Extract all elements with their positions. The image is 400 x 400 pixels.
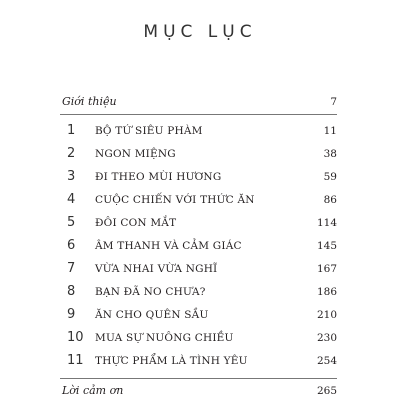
chapter-page-number: 38 (323, 148, 337, 160)
chapter-page-number: 210 (316, 309, 337, 321)
chapter-page-number: 114 (316, 217, 337, 229)
chapter-number: 4 (67, 192, 76, 207)
toc-chapter-row[interactable] (60, 119, 337, 142)
chapter-title: BẠN ĐÃ NO CHƯA? (95, 286, 206, 298)
chapter-number: 10 (67, 330, 84, 345)
page-title: MỤC LỤC (143, 22, 257, 42)
toc-chapter-row[interactable] (60, 234, 337, 257)
chapter-page-number: 230 (316, 332, 337, 344)
toc-acknowledgements-label: Lời cảm ơn (62, 384, 124, 397)
toc-acknowledgements-page: 265 (316, 385, 337, 397)
chapter-page-number: 167 (316, 263, 337, 275)
toc-intro-page: 7 (330, 96, 337, 108)
chapter-page-number: 86 (323, 194, 337, 206)
chapter-title: BỘ TỨ SIÊU PHÀM (95, 125, 203, 137)
chapter-number: 7 (67, 261, 76, 276)
toc-intro-row[interactable] (60, 90, 337, 114)
table-of-contents (60, 90, 337, 400)
chapter-number: 9 (67, 307, 76, 322)
chapter-page-number: 11 (323, 125, 337, 137)
chapter-number: 8 (67, 284, 76, 299)
toc-chapter-row[interactable] (60, 211, 337, 234)
chapter-page-number: 254 (316, 355, 337, 367)
chapter-page-number: 145 (316, 240, 337, 252)
chapter-title: VỪA NHAI VỪA NGHĨ (95, 263, 218, 275)
chapter-title: NGON MIỆNG (95, 148, 176, 160)
chapter-number: 6 (67, 238, 76, 253)
chapter-title: MUA SỰ NUÔNG CHIỀU (95, 332, 234, 344)
chapter-title: ÂM THANH VÀ CẢM GIÁC (95, 240, 242, 252)
chapter-title: CUỘC CHIẾN VỚI THỨC ĂN (95, 194, 255, 206)
chapter-title: ĂN CHO QUÊN SẦU (95, 309, 209, 321)
chapter-number: 11 (67, 353, 84, 368)
chapter-number: 2 (67, 146, 76, 161)
chapter-list (60, 119, 337, 372)
chapter-page-number: 59 (323, 171, 337, 183)
toc-chapter-row[interactable] (60, 257, 337, 280)
toc-acknowledgements-row[interactable] (60, 379, 337, 400)
toc-chapter-row[interactable] (60, 165, 337, 188)
toc-chapter-row[interactable] (60, 303, 337, 326)
toc-chapter-row[interactable] (60, 142, 337, 165)
toc-chapter-row[interactable] (60, 188, 337, 211)
toc-chapter-row[interactable] (60, 349, 337, 372)
chapter-title: ĐI THEO MÙI HƯƠNG (95, 171, 222, 183)
chapter-number: 1 (67, 123, 76, 138)
chapter-number: 5 (67, 215, 76, 230)
toc-chapter-row[interactable] (60, 326, 337, 349)
chapter-number: 3 (67, 169, 76, 184)
toc-chapter-row[interactable] (60, 280, 337, 303)
chapter-page-number: 186 (316, 286, 337, 298)
chapter-title: THỰC PHẨM LÀ TÌNH YÊU (95, 355, 248, 367)
chapter-title: ĐÔI CON MẮT (95, 217, 177, 229)
toc-intro-label: Giới thiệu (62, 95, 117, 108)
